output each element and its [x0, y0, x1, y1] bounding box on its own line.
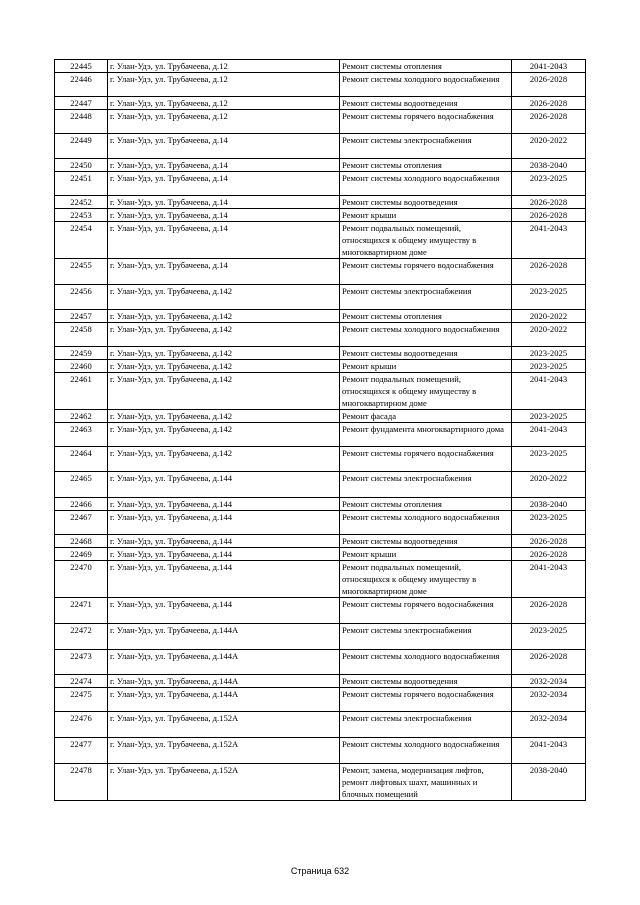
table-row [55, 285, 586, 310]
work-type-cell: Ремонт системы горячего водоснабжения [340, 110, 512, 134]
period-cell: 2023-2025 [512, 347, 586, 360]
period-cell: 2023-2025 [512, 360, 586, 373]
table-row [55, 360, 586, 373]
address-cell: г. Улан-Удэ, ул. Трубачеева, д.12 [108, 110, 340, 134]
work-type-cell: Ремонт системы горячего водоснабжения [340, 598, 512, 624]
period-cell: 2023-2025 [512, 410, 586, 423]
period-cell: 2026-2028 [512, 650, 586, 675]
table-row [55, 310, 586, 323]
row-number: 22478 [55, 764, 108, 801]
row-number: 22461 [55, 373, 108, 410]
table-row [55, 222, 586, 259]
table-row [55, 134, 586, 159]
table-row [55, 110, 586, 134]
period-cell: 2041-2043 [512, 738, 586, 764]
address-cell: г. Улан-Удэ, ул. Трубачеева, д.142 [108, 285, 340, 310]
period-cell: 2038-2040 [512, 159, 586, 172]
work-type-cell: Ремонт, замена, модернизация лифтов, ремонт лифтовых шахт, машинных и блочных помещений [340, 764, 512, 801]
address-cell: г. Улан-Удэ, ул. Трубачеева, д.144А [108, 675, 340, 688]
address-cell: г. Улан-Удэ, ул. Трубачеева, д.142 [108, 410, 340, 423]
work-type-cell: Ремонт системы электроснабжения [340, 472, 512, 498]
address-cell: г. Улан-Удэ, ул. Трубачеева, д.144 [108, 561, 340, 598]
work-type-cell: Ремонт системы электроснабжения [340, 624, 512, 650]
work-type-cell: Ремонт системы холодного водоснабжения [340, 511, 512, 535]
period-cell: 2038-2040 [512, 498, 586, 511]
row-number: 22463 [55, 423, 108, 447]
period-cell: 2032-2034 [512, 712, 586, 738]
row-number: 22465 [55, 472, 108, 498]
work-type-cell: Ремонт системы электроснабжения [340, 134, 512, 159]
address-cell: г. Улан-Удэ, ул. Трубачеева, д.14 [108, 259, 340, 285]
work-type-cell: Ремонт системы водоотведения [340, 196, 512, 209]
row-number: 22475 [55, 688, 108, 712]
work-type-cell: Ремонт крыши [340, 360, 512, 373]
work-type-cell: Ремонт системы холодного водоснабжения [340, 172, 512, 196]
table-row [55, 447, 586, 472]
address-cell: г. Улан-Удэ, ул. Трубачеева, д.14 [108, 222, 340, 259]
row-number: 22446 [55, 73, 108, 97]
row-number: 22477 [55, 738, 108, 764]
table-row [55, 209, 586, 222]
period-cell: 2032-2034 [512, 675, 586, 688]
table-row [55, 738, 586, 764]
table-row [55, 423, 586, 447]
address-cell: г. Улан-Удэ, ул. Трубачеева, д.144 [108, 598, 340, 624]
table-row [55, 410, 586, 423]
address-cell: г. Улан-Удэ, ул. Трубачеева, д.142 [108, 360, 340, 373]
period-cell: 2026-2028 [512, 209, 586, 222]
work-type-cell: Ремонт системы холодного водоснабжения [340, 323, 512, 347]
work-type-cell: Ремонт подвальных помещений, относящихся к общему имуществу в многоквартирном доме [340, 561, 512, 598]
period-cell: 2020-2022 [512, 472, 586, 498]
table-row [55, 498, 586, 511]
address-cell: г. Улан-Удэ, ул. Трубачеева, д.142 [108, 447, 340, 472]
address-cell: г. Улан-Удэ, ул. Трубачеева, д.144А [108, 624, 340, 650]
work-type-cell: Ремонт фасада [340, 410, 512, 423]
address-cell: г. Улан-Удэ, ул. Трубачеева, д.12 [108, 60, 340, 73]
period-cell: 2026-2028 [512, 259, 586, 285]
row-number: 22462 [55, 410, 108, 423]
work-type-cell: Ремонт системы отопления [340, 310, 512, 323]
row-number: 22447 [55, 97, 108, 110]
period-cell: 2032-2034 [512, 688, 586, 712]
work-type-cell: Ремонт системы водоотведения [340, 97, 512, 110]
table-row [55, 511, 586, 535]
work-type-cell: Ремонт системы водоотведения [340, 535, 512, 548]
period-cell: 2020-2022 [512, 310, 586, 323]
table-row [55, 472, 586, 498]
table-row [55, 73, 586, 97]
address-cell: г. Улан-Удэ, ул. Трубачеева, д.152А [108, 738, 340, 764]
work-type-cell: Ремонт системы отопления [340, 60, 512, 73]
work-type-cell: Ремонт системы электроснабжения [340, 285, 512, 310]
address-cell: г. Улан-Удэ, ул. Трубачеева, д.12 [108, 97, 340, 110]
period-cell: 2023-2025 [512, 624, 586, 650]
row-number: 22454 [55, 222, 108, 259]
row-number: 22456 [55, 285, 108, 310]
period-cell: 2023-2025 [512, 172, 586, 196]
address-cell: г. Улан-Удэ, ул. Трубачеева, д.142 [108, 310, 340, 323]
table-row [55, 373, 586, 410]
period-cell: 2026-2028 [512, 535, 586, 548]
row-number: 22474 [55, 675, 108, 688]
row-number: 22469 [55, 548, 108, 561]
table-row [55, 60, 586, 73]
work-type-cell: Ремонт крыши [340, 548, 512, 561]
period-cell: 2026-2028 [512, 548, 586, 561]
address-cell: г. Улан-Удэ, ул. Трубачеева, д.144 [108, 498, 340, 511]
row-number: 22448 [55, 110, 108, 134]
work-type-cell: Ремонт системы электроснабжения [340, 712, 512, 738]
period-cell: 2041-2043 [512, 373, 586, 410]
table-row [55, 97, 586, 110]
table-row [55, 196, 586, 209]
period-cell: 2023-2025 [512, 447, 586, 472]
address-cell: г. Улан-Удэ, ул. Трубачеева, д.144 [108, 535, 340, 548]
table-row [55, 548, 586, 561]
period-cell: 2026-2028 [512, 73, 586, 97]
address-cell: г. Улан-Удэ, ул. Трубачеева, д.14 [108, 172, 340, 196]
row-number: 22460 [55, 360, 108, 373]
address-cell: г. Улан-Удэ, ул. Трубачеева, д.14 [108, 134, 340, 159]
address-cell: г. Улан-Удэ, ул. Трубачеева, д.152А [108, 712, 340, 738]
table-row [55, 624, 586, 650]
address-cell: г. Улан-Удэ, ул. Трубачеева, д.142 [108, 373, 340, 410]
address-cell: г. Улан-Удэ, ул. Трубачеева, д.144А [108, 650, 340, 675]
row-number: 22467 [55, 511, 108, 535]
period-cell: 2038-2040 [512, 764, 586, 801]
work-type-cell: Ремонт системы водоотведения [340, 675, 512, 688]
row-number: 22451 [55, 172, 108, 196]
work-type-cell: Ремонт системы отопления [340, 498, 512, 511]
period-cell: 2041-2043 [512, 222, 586, 259]
row-number: 22464 [55, 447, 108, 472]
table-row [55, 259, 586, 285]
address-cell: г. Улан-Удэ, ул. Трубачеева, д.142 [108, 323, 340, 347]
work-type-cell: Ремонт подвальных помещений, относящихся к общему имуществу в многоквартирном доме [340, 222, 512, 259]
row-number: 22466 [55, 498, 108, 511]
period-cell: 2020-2022 [512, 323, 586, 347]
row-number: 22458 [55, 323, 108, 347]
period-cell: 2026-2028 [512, 110, 586, 134]
period-cell: 2026-2028 [512, 196, 586, 209]
address-cell: г. Улан-Удэ, ул. Трубачеева, д.144 [108, 472, 340, 498]
address-cell: г. Улан-Удэ, ул. Трубачеева, д.142 [108, 347, 340, 360]
period-cell: 2041-2043 [512, 60, 586, 73]
address-cell: г. Улан-Удэ, ул. Трубачеева, д.142 [108, 423, 340, 447]
period-cell: 2026-2028 [512, 97, 586, 110]
row-number: 22450 [55, 159, 108, 172]
row-number: 22471 [55, 598, 108, 624]
table-row [55, 675, 586, 688]
table-body [55, 60, 586, 801]
work-type-cell: Ремонт подвальных помещений, относящихся к общему имуществу в многоквартирном доме [340, 373, 512, 410]
table-row [55, 323, 586, 347]
work-type-cell: Ремонт системы горячего водоснабжения [340, 259, 512, 285]
row-number: 22459 [55, 347, 108, 360]
table-row [55, 347, 586, 360]
row-number: 22457 [55, 310, 108, 323]
row-number: 22470 [55, 561, 108, 598]
address-cell: г. Улан-Удэ, ул. Трубачеева, д.144 [108, 511, 340, 535]
repair-schedule-table [54, 59, 586, 801]
row-number: 22449 [55, 134, 108, 159]
row-number: 22476 [55, 712, 108, 738]
row-number: 22452 [55, 196, 108, 209]
row-number: 22473 [55, 650, 108, 675]
page-number: Страница 632 [290, 866, 350, 876]
table-row [55, 159, 586, 172]
work-type-cell: Ремонт системы горячего водоснабжения [340, 447, 512, 472]
period-cell: 2041-2043 [512, 423, 586, 447]
table-row [55, 598, 586, 624]
work-type-cell: Ремонт системы водоотведения [340, 347, 512, 360]
row-number: 22453 [55, 209, 108, 222]
table-row [55, 712, 586, 738]
table-row [55, 535, 586, 548]
period-cell: 2020-2022 [512, 134, 586, 159]
table-row [55, 650, 586, 675]
period-cell: 2023-2025 [512, 511, 586, 535]
row-number: 22468 [55, 535, 108, 548]
period-cell: 2026-2028 [512, 598, 586, 624]
row-number: 22472 [55, 624, 108, 650]
period-cell: 2023-2025 [512, 285, 586, 310]
table-row [55, 688, 586, 712]
period-cell: 2041-2043 [512, 561, 586, 598]
work-type-cell: Ремонт системы холодного водоснабжения [340, 650, 512, 675]
work-type-cell: Ремонт системы холодного водоснабжения [340, 738, 512, 764]
address-cell: г. Улан-Удэ, ул. Трубачеева, д.152А [108, 764, 340, 801]
address-cell: г. Улан-Удэ, ул. Трубачеева, д.12 [108, 73, 340, 97]
table-row [55, 561, 586, 598]
address-cell: г. Улан-Удэ, ул. Трубачеева, д.144 [108, 548, 340, 561]
address-cell: г. Улан-Удэ, ул. Трубачеева, д.14 [108, 209, 340, 222]
address-cell: г. Улан-Удэ, ул. Трубачеева, д.14 [108, 159, 340, 172]
work-type-cell: Ремонт фундамента многоквартирного дома [340, 423, 512, 447]
work-type-cell: Ремонт системы горячего водоснабжения [340, 688, 512, 712]
work-type-cell: Ремонт системы холодного водоснабжения [340, 73, 512, 97]
table-row [55, 172, 586, 196]
address-cell: г. Улан-Удэ, ул. Трубачеева, д.14 [108, 196, 340, 209]
work-type-cell: Ремонт крыши [340, 209, 512, 222]
address-cell: г. Улан-Удэ, ул. Трубачеева, д.144А [108, 688, 340, 712]
work-type-cell: Ремонт системы отопления [340, 159, 512, 172]
row-number: 22445 [55, 60, 108, 73]
row-number: 22455 [55, 259, 108, 285]
table-row [55, 764, 586, 801]
